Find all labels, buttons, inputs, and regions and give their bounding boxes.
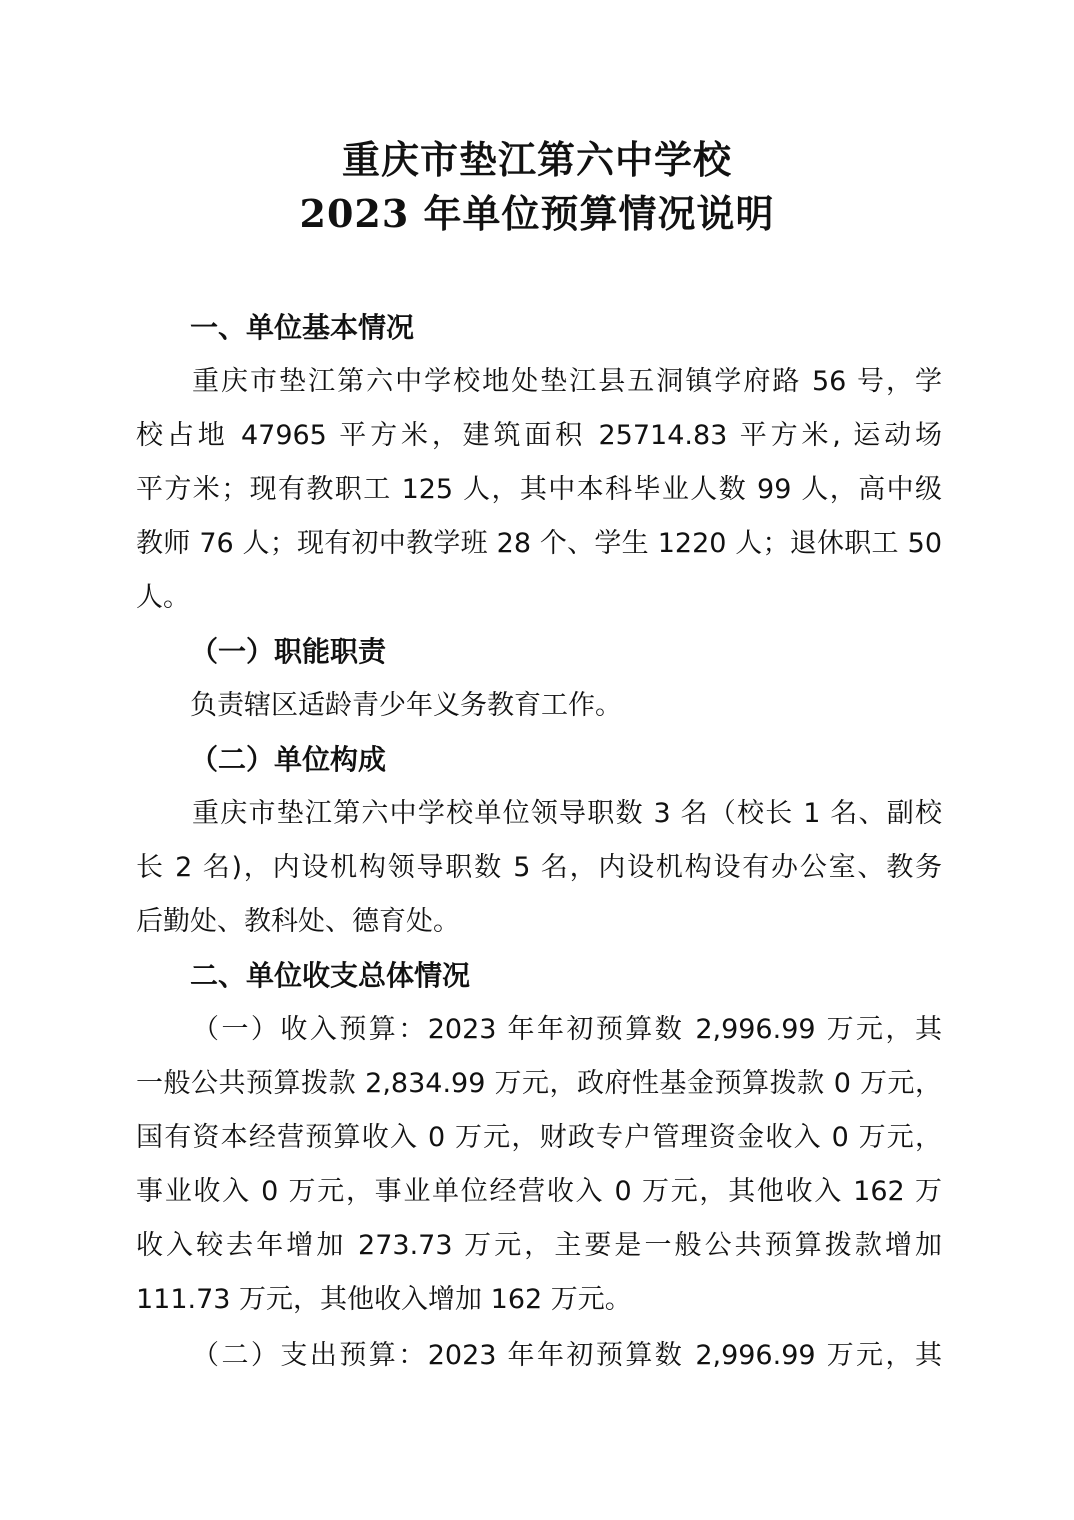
paragraph-line: 收入较去年增加 273.73 万元，主要是一般公共预算拨款增加: [136, 1230, 942, 1261]
subsection-1-heading: （一）职能职责: [190, 635, 387, 668]
section-2-heading: 二、单位收支总体情况: [190, 959, 471, 992]
paragraph-line: 负责辖区适龄青少年义务教育工作。: [190, 690, 622, 721]
paragraph-line: 校占地 47965 平方米，建筑面积 25714.83 平方米, 运动场: [136, 420, 942, 451]
document-title-line-1: 重庆市垫江第六中学校: [341, 137, 732, 182]
document-title-line-2: 2023 年单位预算情况说明: [299, 191, 775, 236]
paragraph-line: 国有资本经营预算收入 0 万元，财政专户管理资金收入 0 万元，: [136, 1122, 942, 1153]
subsection-2-heading: （二）单位构成: [190, 743, 387, 776]
paragraph-line: 重庆市垫江第六中学校地处垫江县五洞镇学府路 56 号，学: [192, 366, 942, 397]
paragraph-line: （二）支出预算：2023 年年初预算数 2,996.99 万元，其: [192, 1340, 942, 1371]
paragraph-line: 长 2 名)，内设机构领导职数 5 名，内设机构设有办公室、教务: [136, 852, 942, 883]
paragraph-line: （一）收入预算：2023 年年初预算数 2,996.99 万元，其: [192, 1014, 942, 1045]
paragraph-line: 一般公共预算拨款 2,834.99 万元，政府性基金预算拨款 0 万元，: [136, 1068, 942, 1099]
paragraph-line: 后勤处、教科处、德育处。: [136, 906, 460, 937]
paragraph-line: 教师 76 人；现有初中教学班 28 个、学生 1220 人；退休职工 50: [136, 528, 942, 559]
paragraph-line: 事业收入 0 万元，事业单位经营收入 0 万元，其他收入 162 万: [136, 1176, 942, 1207]
section-1-heading: 一、单位基本情况: [190, 311, 415, 344]
paragraph-line: 重庆市垫江第六中学校单位领导职数 3 名（校长 1 名、副校: [192, 798, 942, 829]
paragraph-line: 111.73 万元，其他收入增加 162 万元。: [136, 1284, 632, 1315]
paragraph-line: 平方米；现有教职工 125 人，其中本科毕业人数 99 人，高中级: [136, 474, 942, 505]
paragraph-line: 人。: [136, 582, 190, 613]
